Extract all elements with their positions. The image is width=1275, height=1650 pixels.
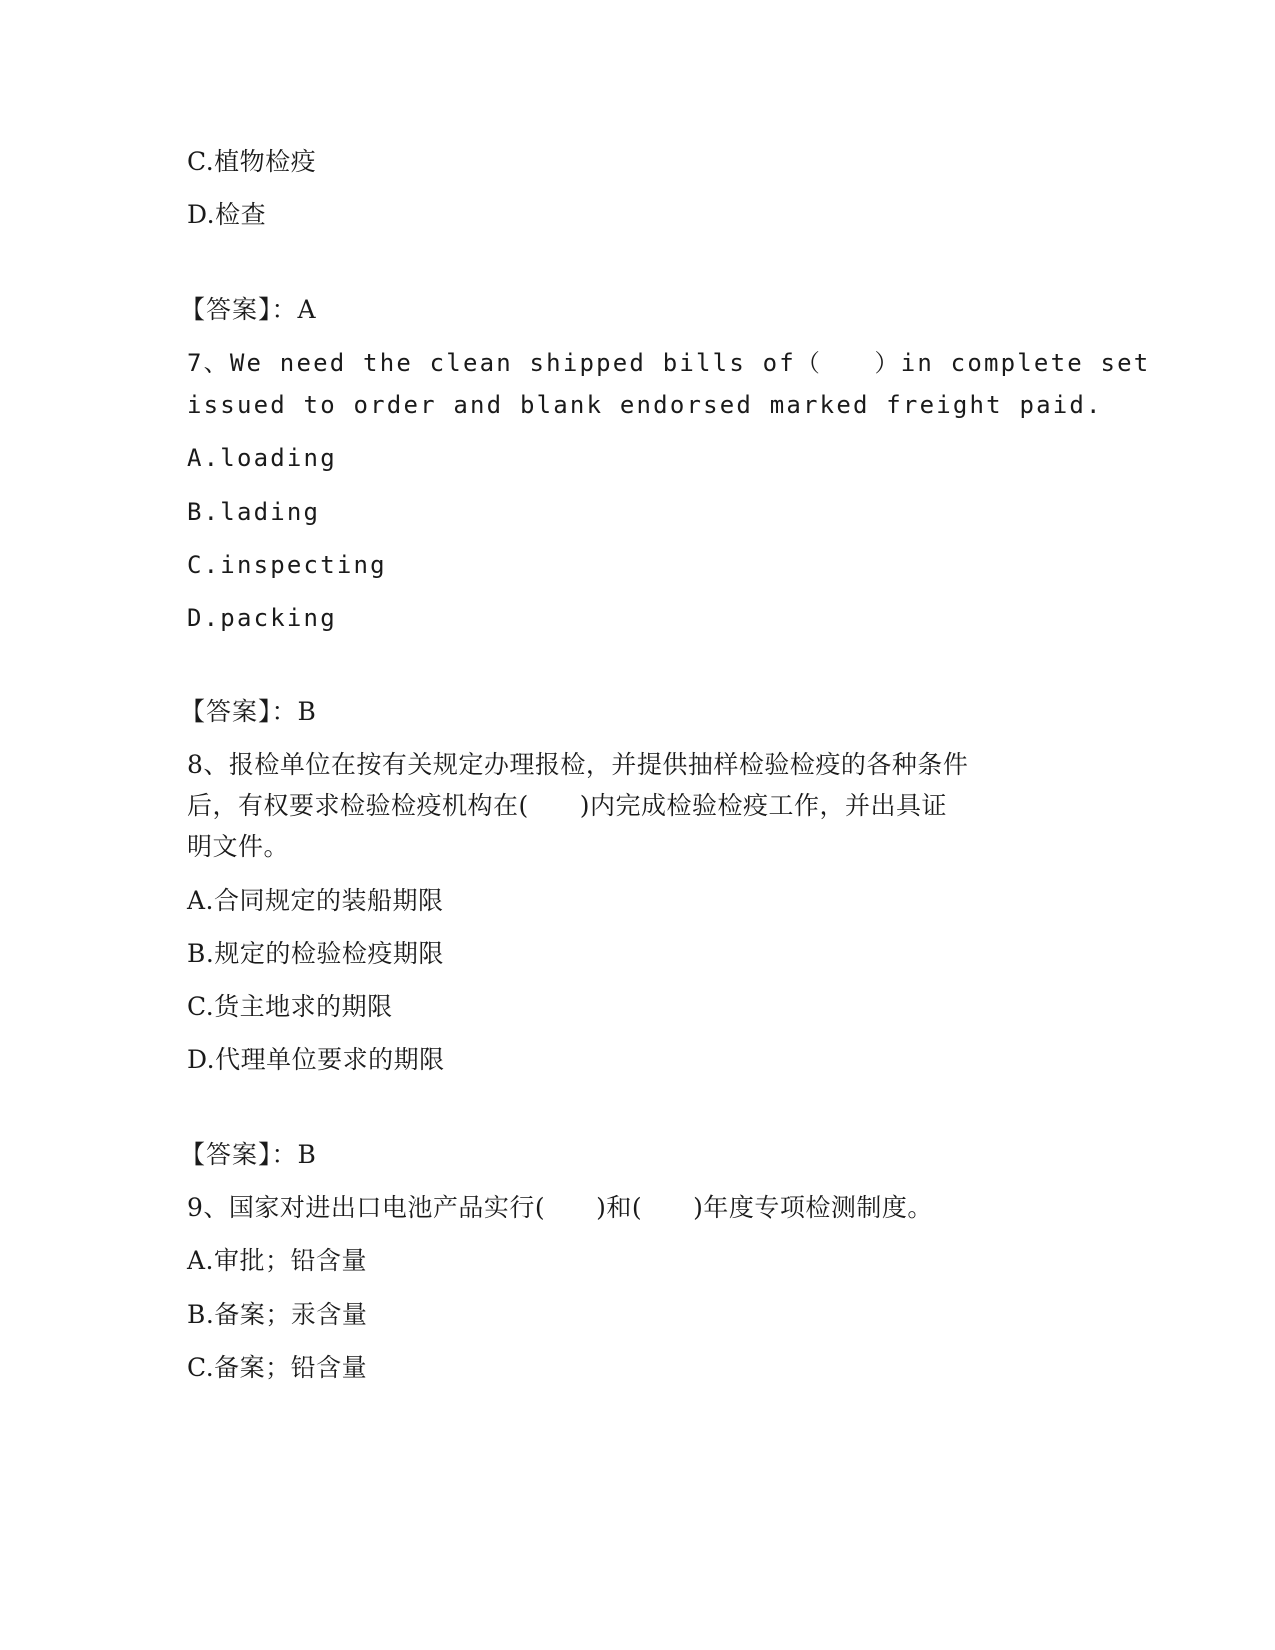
q8-stem-line-3: 明文件。 <box>187 832 290 861</box>
q7-option-a: A.loading <box>187 444 337 472</box>
q8-answer: 【答案】：B <box>180 1140 317 1169</box>
q9-option-c: C.备案；铅含量 <box>187 1353 368 1382</box>
q6-option-d: D.检查 <box>187 200 267 229</box>
q7-option-d: D.packing <box>187 604 337 632</box>
q8-option-a: A.合同规定的装船期限 <box>187 886 444 915</box>
q9-option-b: B.备案；汞含量 <box>187 1300 368 1329</box>
q9-stem-line-1: 9、国家对进出口电池产品实行( )和( )年度专项检测制度。 <box>187 1193 933 1222</box>
q7-stem-line-1: 7、We need the clean shipped bills of（ ）in complete set <box>187 349 1151 377</box>
q6-answer: 【答案】：A <box>180 295 317 324</box>
q7-answer: 【答案】：B <box>180 697 317 726</box>
q9-option-a: A.审批；铅含量 <box>187 1246 368 1275</box>
q8-option-d: D.代理单位要求的期限 <box>187 1045 445 1074</box>
q8-option-c: C.货主地求的期限 <box>187 992 393 1021</box>
q6-option-c: C.植物检疫 <box>187 147 317 176</box>
q8-stem-line-1: 8、报检单位在按有关规定办理报检，并提供抽样检验检疫的各种条件 <box>187 750 969 779</box>
q7-stem-line-2: issued to order and blank endorsed marked freight paid. <box>187 391 1103 419</box>
q8-stem-line-2: 后，有权要求检验检疫机构在( )内完成检验检疫工作，并出具证 <box>187 791 948 820</box>
q7-option-c: C.inspecting <box>187 551 387 579</box>
q7-option-b: B.lading <box>187 498 321 526</box>
q8-option-b: B.规定的检验检疫期限 <box>187 939 444 968</box>
